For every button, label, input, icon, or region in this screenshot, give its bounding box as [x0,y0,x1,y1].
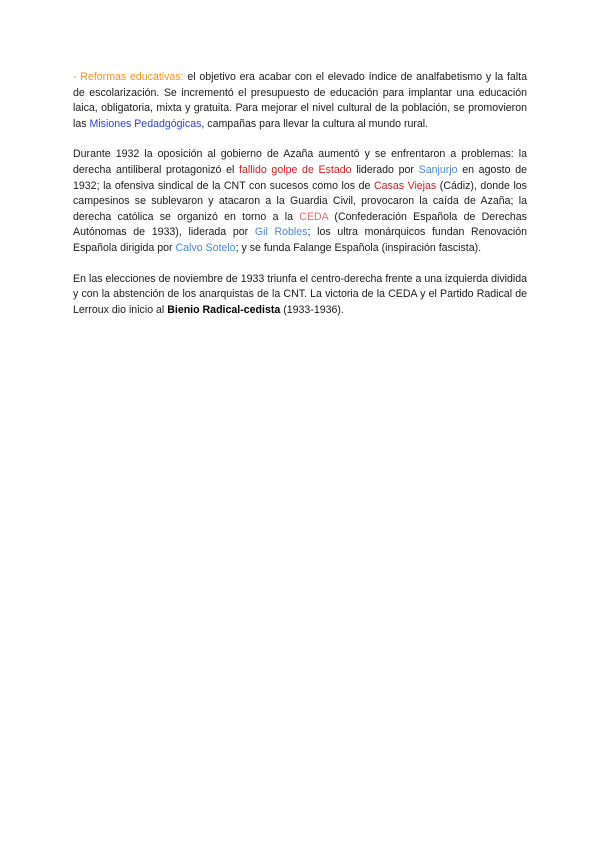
keyword-calvo-sotelo: Calvo Sotelo [175,241,236,254]
text: ; los ultra monárquicos fundan Renovación Española dirigida por [73,226,528,254]
link-misiones-pedagogicas[interactable]: Misiones Pedadgógicas [89,117,202,130]
keyword-bienio-radical-cedista: Bienio Radical-cedista [167,303,281,316]
text: en agosto de 1932; la ofensiva sindical de la CNT con sucesos como los de [73,163,527,192]
paragraph-oposicion-1932 [73,147,527,256]
text: Durante 1932 la oposición al gobierno de Azaña aumentó y se enfrentaron a problemas: la derecha antiliberal protagonizó el [73,148,527,176]
text: (1933-1936). [280,303,344,316]
text: En las elecciones de noviembre de 1933 triunfa el centro-derecha frente a una izquierda dividida y con la abstención de los anarquistas de la CNT. La victoria de la CEDA y el Partido Radical de Lerroux dio inicio al [73,272,527,316]
text: ; y se funda Falange Española (inspiración fascista). [235,241,482,254]
text: , campañas para llevar la cultura al mundo rural. [201,117,429,130]
keyword-sanjurjo: Sanjurjo [418,163,458,176]
keyword-gil-robles: Gil Robles [254,226,308,239]
text: el objetivo era acabar con el elevado índice de analfabetismo y la falta de escolarización. Se incrementó el presupuesto de educación para implantar una educación laica, obligatoria, mixta y gratuita. Para mejorar el nivel cultural de la población, se promovieron las [73,71,527,130]
paragraph-elecciones-1933 [73,272,527,319]
heading-reformas-educativas: - Reformas educativas: [73,71,184,83]
paragraph-reformas-educativas [73,70,527,132]
text: (Cádiz), donde los campesinos se sublevaron y atacaron a la Guardia Civil, provocaron la caída de Azaña; la derecha católica se organizó en torno a la [73,179,527,223]
keyword-casas-viejas: Casas Viejas [373,179,437,192]
text: (Confederación Española de Derechas Autónomas de 1933), liderada por [73,210,527,239]
keyword-golpe-estado: fallido golpe de Estado [239,163,352,176]
keyword-ceda: CEDA [299,210,329,223]
text: liderado por [351,163,419,176]
